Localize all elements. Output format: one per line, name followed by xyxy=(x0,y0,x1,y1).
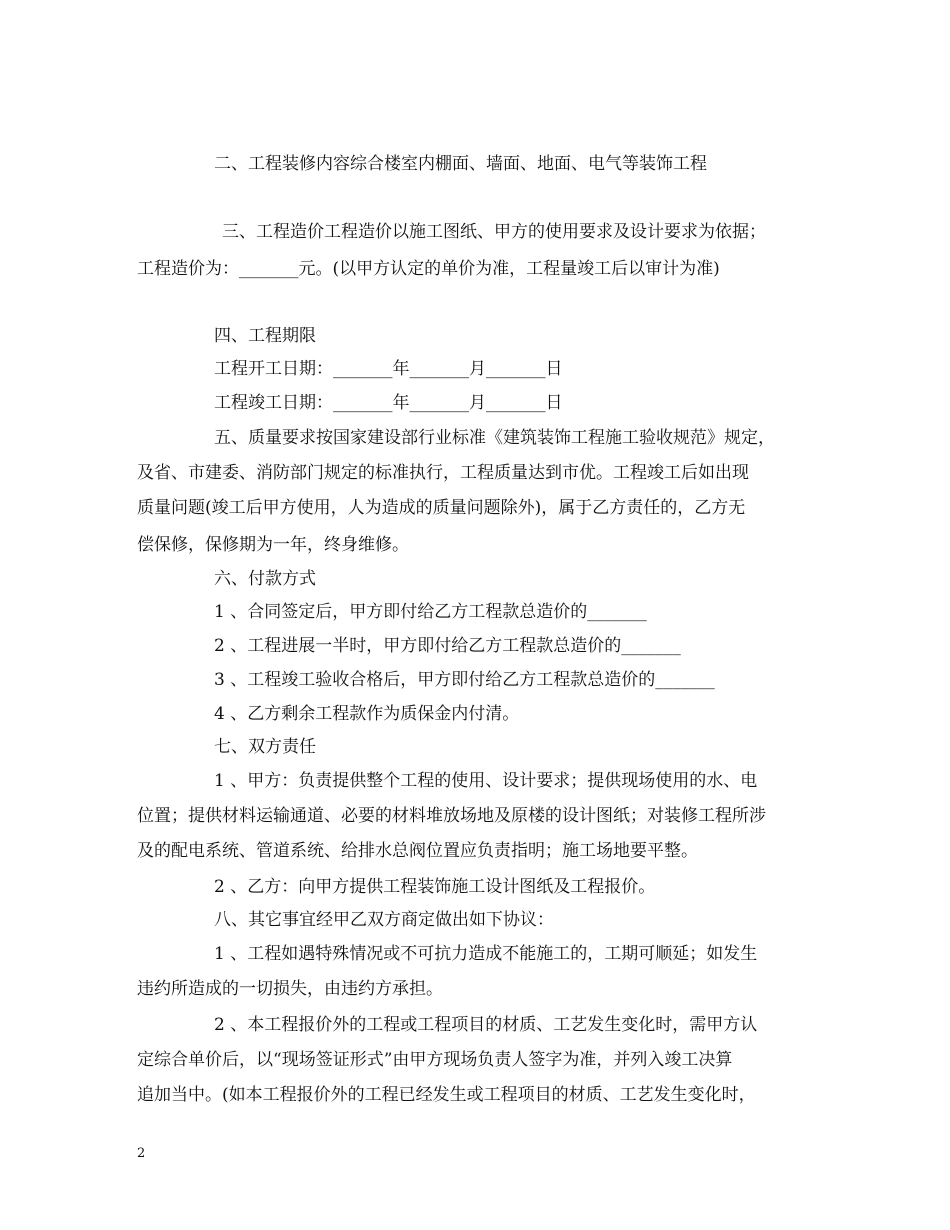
section-5-line-1: 五、质量要求按国家建设部行业标准《建筑装饰工程施工验收规范》规定， xyxy=(214,428,775,448)
section-7-item-1-line-1: 1 、甲方：负责提供整个工程的使用、设计要求；提供现场使用的水、电 xyxy=(214,771,758,791)
section-7-item-2: 2 、乙方：向甲方提供工程装饰施工设计图纸及工程报价。 xyxy=(214,877,656,897)
section-8-item-1-line-1: 1 、工程如遇特殊情况或不可抗力造成不能施工的，工期可顺延；如发生 xyxy=(214,944,758,964)
section-4-title: 四、工程期限 xyxy=(214,326,316,346)
section-3-line-1: 三、工程造价工程造价以施工图纸、甲方的使用要求及设计要求为依据； xyxy=(222,222,766,242)
section-6-item-4: 4 、乙方剩余工程款作为质保金内付清。 xyxy=(214,704,520,724)
section-8-item-2-line-1: 2 、本工程报价外的工程或工程项目的材质、工艺发生变化时，需甲方认 xyxy=(214,1015,758,1035)
section-7-item-1-line-2: 位置；提供材料运输通道、必要的材料堆放场地及原楼的设计图纸；对装修工程所涉 xyxy=(137,806,766,826)
page-number: 2 xyxy=(137,1146,146,1161)
section-5-line-3: 质量问题(竣工后甲方使用，人为造成的质量问题除外)，属于乙方责任的，乙方无 xyxy=(137,498,746,518)
section-5-line-2: 及省、市建委、消防部门规定的标准执行，工程质量达到市优。工程竣工后如出现 xyxy=(137,463,749,483)
section-6-item-3: 3 、工程竣工验收合格后，甲方即付给乙方工程款总造价的_______ xyxy=(214,670,715,690)
section-8-item-2-line-2: 定综合单价后，以“现场签证形式”由甲方现场负责人签字为准，并列入竣工决算 xyxy=(137,1050,733,1070)
section-6-item-2: 2 、工程进展一半时，甲方即付给乙方工程款总造价的_______ xyxy=(214,636,681,656)
section-2-line-1: 二、工程装修内容综合楼室内棚面、墙面、地面、电气等装饰工程 xyxy=(214,154,707,174)
section-4-end-date: 工程竣工日期：_______年_______月_______日 xyxy=(214,393,563,413)
section-7-item-1-line-3: 及的配电系统、管道系统、给排水总阀位置应负责指明；施工场地要平整。 xyxy=(137,841,698,861)
section-3-line-2: 工程造价为：_______元。(以甲方认定的单价为准，工程量竣工后以审计为准) xyxy=(137,259,720,279)
section-8-item-2-line-3: 追加当中。(如本工程报价外的工程已经发生或工程项目的材质、工艺发生变化时， xyxy=(137,1085,756,1105)
section-5-line-4: 偿保修，保修期为一年，终身维修。 xyxy=(137,535,409,555)
section-4-start-date: 工程开工日期：_______年_______月_______日 xyxy=(214,359,563,379)
section-6-title: 六、付款方式 xyxy=(214,569,316,589)
section-8-item-1-line-2: 违约所造成的一切损失，由违约方承担。 xyxy=(137,979,443,999)
section-7-title: 七、双方责任 xyxy=(214,737,316,757)
section-6-item-1: 1 、合同签定后，甲方即付给乙方工程款总造价的_______ xyxy=(214,602,647,622)
section-8-title: 八、其它事宜经甲乙双方商定做出如下协议： xyxy=(214,910,554,930)
